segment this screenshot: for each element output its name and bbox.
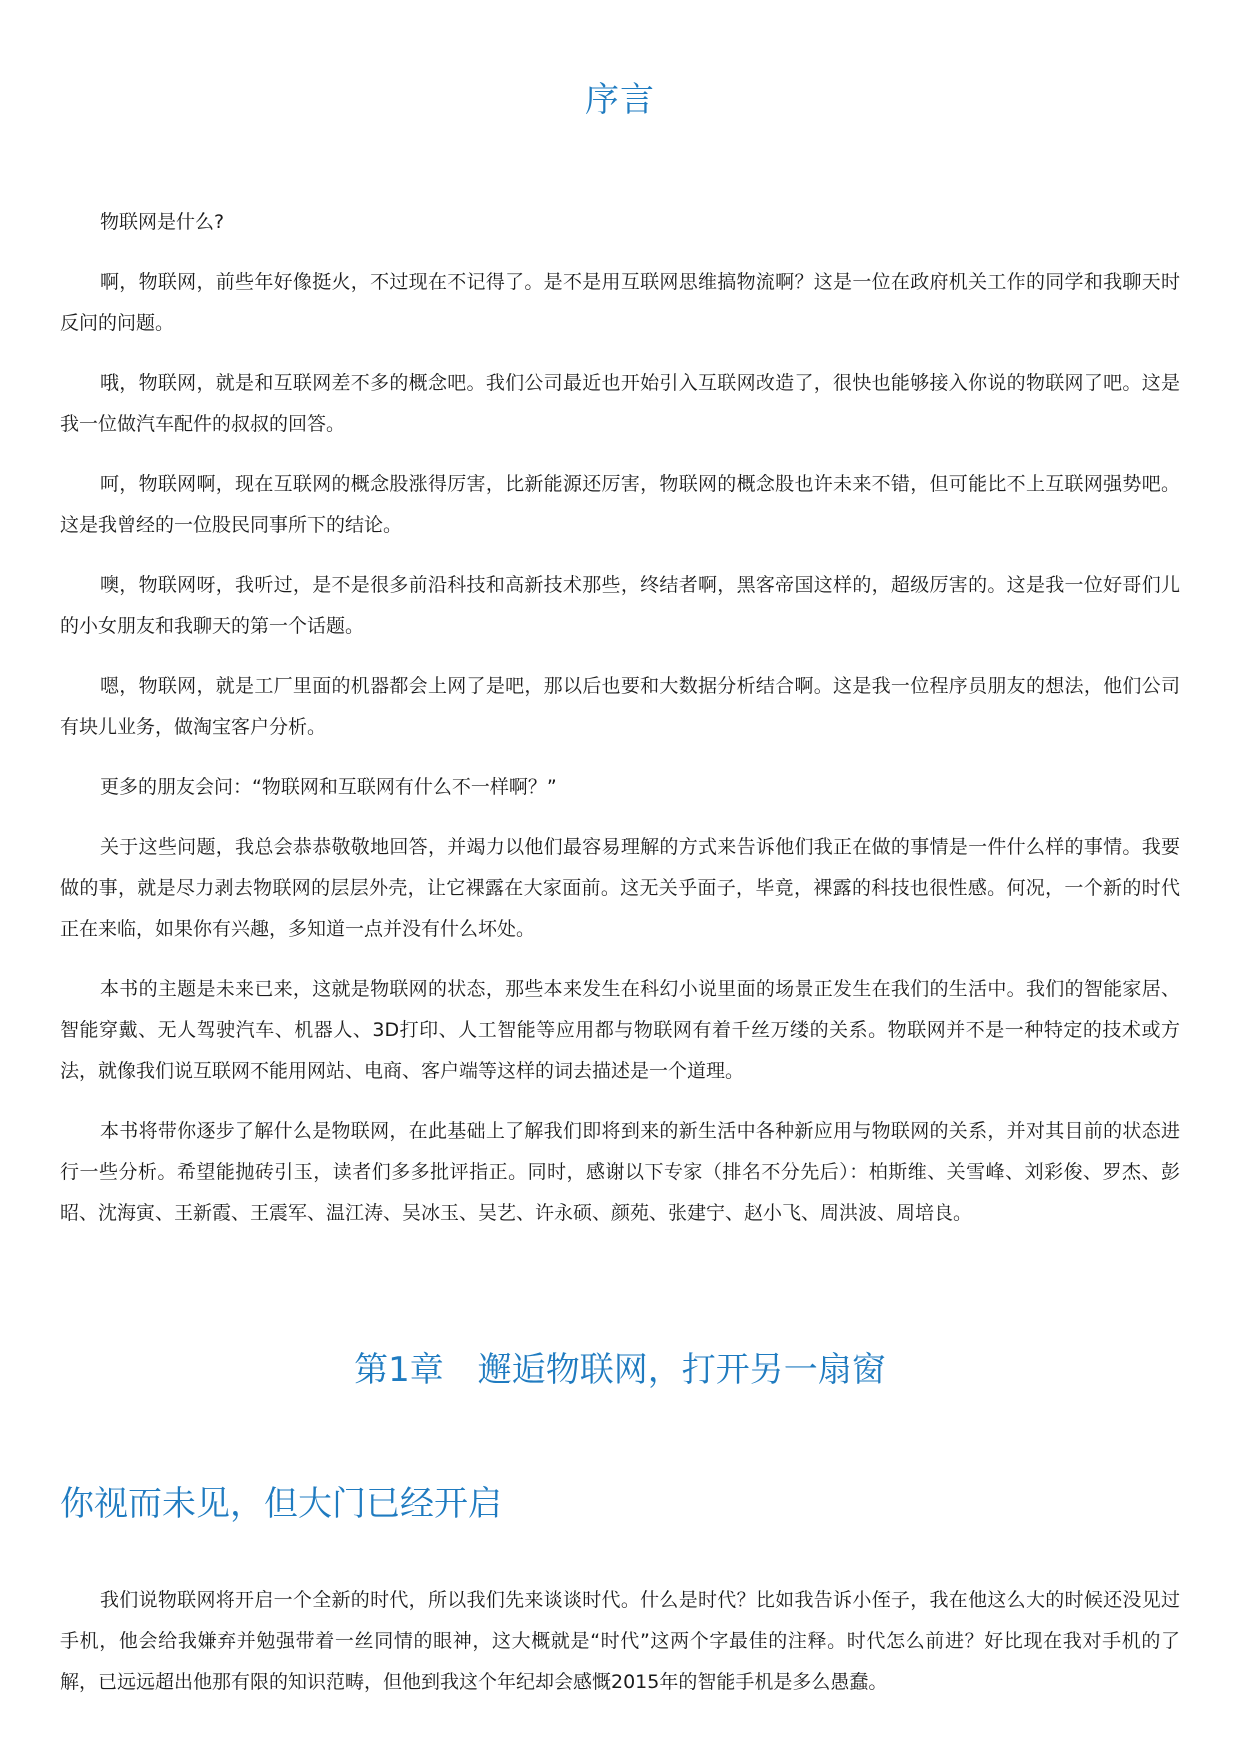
preface-paragraph: 啊，物联网，前些年好像挺火，不过现在不记得了。是不是用互联网思维搞物流啊？这是一位在政府机关工作的同学和我聊天时反问的问题。 (60, 271, 1180, 334)
section-body (60, 1580, 1180, 1722)
preface-paragraph: 本书将带你逐步了解什么是物联网，在此基础上了解我们即将到来的新生活中各种新应用与物联网的关系，并对其目前的状态进行一些分析。希望能抛砖引玉，读者们多多批评指正。同时，感谢以下专家（排名不分先后）：柏斯维、关雪峰、刘彩俊、罗杰、彭昭、沈海寅、王新霞、王震军、温江涛、吴冰玉、吴艺、许永硕、颜苑、张建宁、赵小飞、周洪波、周培良。 (60, 1120, 1180, 1224)
preface-paragraph: 关于这些问题，我总会恭恭敬敬地回答，并竭力以他们最容易理解的方式来告诉他们我正在做的事情是一件什么样的事情。我要做的事，就是尽力剥去物联网的层层外壳，让它裸露在大家面前。这无关乎面子，毕竟，裸露的科技也很性感。何况，一个新的时代正在来临，如果你有兴趣，多知道一点并没有什么坏处。 (60, 836, 1180, 940)
preface-paragraph: 更多的朋友会问：“物联网和互联网有什么不一样啊？” (100, 776, 557, 798)
preface-paragraph: 嗯，物联网，就是工厂里面的机器都会上网了是吧，那以后也要和大数据分析结合啊。这是我一位程序员朋友的想法，他们公司有块儿业务，做淘宝客户分析。 (60, 675, 1180, 738)
preface-paragraph: 呵，物联网啊，现在互联网的概念股涨得厉害，比新能源还厉害，物联网的概念股也许未来不错，但可能比不上互联网强势吧。这是我曾经的一位股民同事所下的结论。 (60, 473, 1180, 536)
preface-body (60, 202, 1180, 1253)
preface-paragraph: 本书的主题是未来已来，这就是物联网的状态，那些本来发生在科幻小说里面的场景正发生在我们的生活中。我们的智能家居、智能穿戴、无人驾驶汽车、机器人、3D打印、人工智能等应用都与物联网有着千丝万缕的关系。物联网并不是一种特定的技术或方法，就像我们说互联网不能用网站、电商、客户端等这样的词去描述是一个道理。 (60, 978, 1180, 1082)
preface-title: 序言 (585, 80, 655, 120)
section-paragraph: 我们说物联网将开启一个全新的时代，所以我们先来谈谈时代。什么是时代？比如我告诉小侄子，我在他这么大的时候还没见过手机，他会给我嫌弃并勉强带着一丝同情的眼神，这大概就是“时代”这两个字最佳的注释。时代怎么前进？好比现在我对手机的了解，已远远超出他那有限的知识范畴，但他到我这个年纪却会感慨2015年的智能手机是多么愚蠢。 (60, 1589, 1180, 1693)
chapter-title: 第1章 邂逅物联网，打开另一扇窗 (354, 1350, 886, 1390)
preface-paragraph: 物联网是什么? (100, 211, 225, 233)
preface-paragraph: 哦，物联网，就是和互联网差不多的概念吧。我们公司最近也开始引入互联网改造了，很快也能够接入你说的物联网了吧。这是我一位做汽车配件的叔叔的回答。 (60, 372, 1180, 435)
preface-paragraph: 噢，物联网呀，我听过，是不是很多前沿科技和高新技术那些，终结者啊，黑客帝国这样的，超级厉害的。这是我一位好哥们儿的小女朋友和我聊天的第一个话题。 (60, 574, 1180, 637)
section-title: 你视而未见，但大门已经开启 (60, 1484, 502, 1524)
